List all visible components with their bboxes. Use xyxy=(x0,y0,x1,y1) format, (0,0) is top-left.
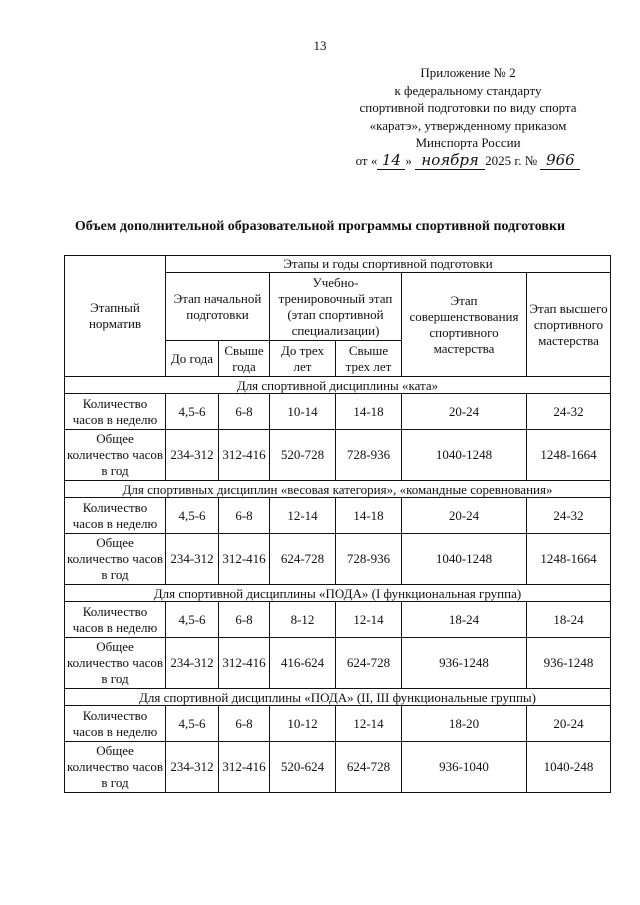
section-row xyxy=(65,481,611,498)
table-row xyxy=(65,706,611,742)
table-cell: 312-416 xyxy=(219,534,270,585)
table-cell: 4,5-6 xyxy=(166,498,219,534)
section-row xyxy=(65,377,611,394)
table-cell: 6-8 xyxy=(219,498,270,534)
row-label: Количество часов в неделю xyxy=(65,706,166,742)
header-over-year: Свыше года xyxy=(219,341,270,377)
table-cell: 1248-1664 xyxy=(527,430,611,481)
order-date-line xyxy=(318,152,618,171)
table-cell: 520-624 xyxy=(270,742,336,793)
table-cell: 6-8 xyxy=(219,602,270,638)
header-normative: Этапный норматив xyxy=(65,256,166,377)
table-cell: 1040-1248 xyxy=(402,430,527,481)
table-cell: 624-728 xyxy=(270,534,336,585)
table-cell: 8-12 xyxy=(270,602,336,638)
table-cell: 234-312 xyxy=(166,534,219,585)
appendix-title: Приложение № 2 xyxy=(420,65,516,80)
table-row xyxy=(65,394,611,430)
table-cell: 234-312 xyxy=(166,638,219,689)
appendix-block xyxy=(318,64,618,170)
order-number: 966 xyxy=(540,152,580,171)
header-up-to-year: До года xyxy=(166,341,219,377)
table-cell: 1248-1664 xyxy=(527,534,611,585)
table-cell: 1040-248 xyxy=(527,742,611,793)
table-row xyxy=(65,638,611,689)
table-row xyxy=(65,534,611,585)
header-up-to-three-years: До трех лет xyxy=(270,341,336,377)
table-body xyxy=(65,377,611,793)
section-row xyxy=(65,689,611,706)
header-higher-stage: Этап высшего спортивного мастерства xyxy=(527,273,611,377)
table-cell: 416-624 xyxy=(270,638,336,689)
table-cell: 24-32 xyxy=(527,394,611,430)
table-cell: 4,5-6 xyxy=(166,706,219,742)
row-label: Количество часов в неделю xyxy=(65,602,166,638)
table-cell: 20-24 xyxy=(402,498,527,534)
page-number: 13 xyxy=(313,38,327,53)
section-title: Для спортивной дисциплины «ПОДА» (II, III функциональные группы) xyxy=(65,689,611,706)
table-cell: 936-1248 xyxy=(527,638,611,689)
appendix-line: к федеральному стандарту xyxy=(394,82,542,98)
date-prefix: от « xyxy=(355,152,378,168)
date-year: 2025 г. № xyxy=(485,152,538,168)
section-title: Для спортивной дисциплины «ката» xyxy=(65,377,611,394)
row-label: Количество часов в неделю xyxy=(65,498,166,534)
section-title: Для спортивной дисциплины «ПОДА» (I функциональная группа) xyxy=(65,585,611,602)
appendix-line: спортивной подготовки по виду спорта xyxy=(359,100,577,115)
row-label: Общее количество часов в год xyxy=(65,534,166,585)
section-row xyxy=(65,585,611,602)
table-cell: 234-312 xyxy=(166,430,219,481)
row-label: Общее количество часов в год xyxy=(65,430,166,481)
row-label: Количество часов в неделю xyxy=(65,394,166,430)
table-cell: 24-32 xyxy=(527,498,611,534)
table-cell: 12-14 xyxy=(270,498,336,534)
table-row xyxy=(65,430,611,481)
program-volume-table xyxy=(64,255,611,793)
table-cell: 10-14 xyxy=(270,394,336,430)
document-title: Объем дополнительной образовательной программы спортивной подготовки xyxy=(74,219,566,234)
table-cell: 20-24 xyxy=(527,706,611,742)
table-cell: 4,5-6 xyxy=(166,394,219,430)
table-cell: 10-12 xyxy=(270,706,336,742)
header-improvement-stage: Этап совершенствования спортивного мастерства xyxy=(402,273,527,377)
table-cell: 312-416 xyxy=(219,430,270,481)
table-cell: 20-24 xyxy=(402,394,527,430)
table-cell: 18-20 xyxy=(402,706,527,742)
table-cell: 12-14 xyxy=(336,706,402,742)
table-cell: 6-8 xyxy=(219,706,270,742)
table-cell: 12-14 xyxy=(336,602,402,638)
table-cell: 520-728 xyxy=(270,430,336,481)
date-month: ноября xyxy=(415,152,485,171)
header-over-three-years: Свыше трех лет xyxy=(336,341,402,377)
table-row xyxy=(65,498,611,534)
header-initial-stage: Этап начальной подготовки xyxy=(166,273,270,341)
table-cell: 234-312 xyxy=(166,742,219,793)
table-cell: 18-24 xyxy=(527,602,611,638)
table-cell: 936-1040 xyxy=(402,742,527,793)
table-cell: 624-728 xyxy=(336,742,402,793)
date-sep: » xyxy=(405,152,412,168)
table-cell: 312-416 xyxy=(219,638,270,689)
appendix-line: Минспорта России xyxy=(415,135,521,150)
table-cell: 6-8 xyxy=(219,394,270,430)
row-label: Общее количество часов в год xyxy=(65,742,166,793)
table-cell: 936-1248 xyxy=(402,638,527,689)
date-day: 14 xyxy=(377,152,405,171)
table-cell: 728-936 xyxy=(336,430,402,481)
table-cell: 18-24 xyxy=(402,602,527,638)
header-stages-years: Этапы и годы спортивной подготовки xyxy=(166,256,611,273)
table-row xyxy=(65,742,611,793)
section-title: Для спортивных дисциплин «весовая категория», «командные соревнования» xyxy=(65,481,611,498)
table-cell: 14-18 xyxy=(336,394,402,430)
table-row xyxy=(65,602,611,638)
row-label: Общее количество часов в год xyxy=(65,638,166,689)
table-cell: 14-18 xyxy=(336,498,402,534)
table-cell: 1040-1248 xyxy=(402,534,527,585)
header-training-stage: Учебно-тренировочный этап (этап спортивной специализации) xyxy=(270,273,402,341)
table-cell: 312-416 xyxy=(219,742,270,793)
table-cell: 728-936 xyxy=(336,534,402,585)
table-cell: 4,5-6 xyxy=(166,602,219,638)
appendix-line: «каратэ», утвержденному приказом xyxy=(369,117,567,133)
table-cell: 624-728 xyxy=(336,638,402,689)
